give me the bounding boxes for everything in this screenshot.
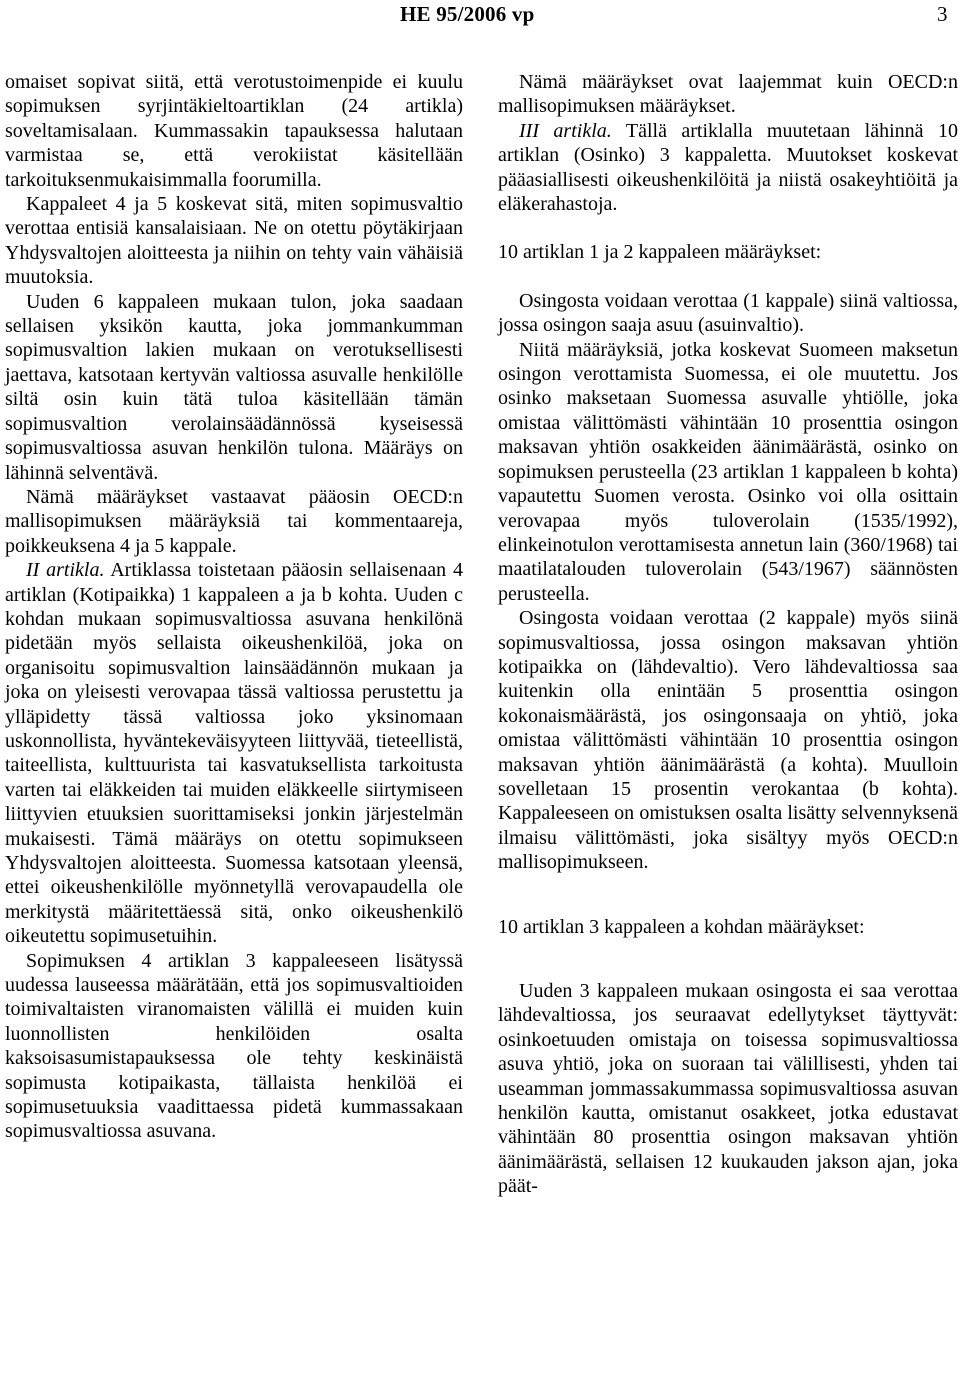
paragraph	[498, 119, 958, 217]
paragraph-text: Tällä artiklalla muutetaan lähinnä 10 artiklan (Osinko) 3 kappaletta. Muutokset koskevat pääasiallisesti oikeushenkilöitä ja niistä osakeyhtiöitä ja eläkerahastoja.	[498, 119, 958, 216]
paragraph: Kappaleet 4 ja 5 koskevat sitä, miten sopimusvaltio verottaa entisiä kansalaisiaan. Ne on otettu pöytäkirjaan Yhdysvaltojen aloitteesta ja niihin on tehty vain vähäisiä muutoksia.	[5, 193, 463, 289]
section-label: II artikla.	[26, 559, 105, 582]
paragraph: Osingosta voidaan verottaa (1 kappale) siinä valtiossa, jossa osingon saaja asuu (asuinvaltio).	[498, 289, 958, 337]
page-header	[0, 0, 960, 40]
section-label: III artikla.	[519, 119, 612, 142]
page-number: 3	[937, 2, 948, 26]
paragraph	[5, 558, 463, 949]
paragraph: omaiset sopivat siitä, että verotustoimenpide ei kuulu sopimuksen syrjintäkieltoartiklan (24 artikla) soveltamisalaan. Kummassakin tapauksessa halutaan varmistaa se, että verokiistat käsitellään tarkoituksenmukaisimmalla foorumilla.	[5, 71, 463, 191]
left-column	[5, 70, 463, 1144]
paragraph: Niitä määräyksiä, jotka koskevat Suomeen maksetun osingon verottamista Suomessa, ei ole muutettu. Jos osinko maksetaan Suomessa asuvalle yhtiölle, joka omistaa välittömästi vähintään 10 prosenttia osingon maksavan yhtiön osakkeiden äänimäärästä, osinko on sopimuksen perusteella (23 artiklan 1 kappaleen b kohta) vapautettu Suomen verosta. Osinko voi olla osittain verovapaa myös tuloverolain (1535/1992), elinkeinotulon verottamisesta annetun lain (360/1968) tai maatilatalouden tuloverolain (543/1967) säännösten perusteella.	[498, 338, 958, 605]
paragraph: Uuden 6 kappaleen mukaan tulon, joka saadaan sellaisen yksikön kautta, joka jommankumman sopimusvaltion lakien mukaan on verotuksellisesti jaettava, katsotaan kertyvän valtiossa asuvalle henkilölle siltä osin kuin tätä tuloa käsitellään tämän sopimusvaltion verolainsäädännössä kyseisessä sopimusvaltiossa asuvan henkilön tulona. Määräys on lähinnä selventävä.	[5, 290, 463, 484]
paragraph: Sopimuksen 4 artiklan 3 kappaleeseen lisätyssä uudessa lauseessa määrätään, että jos sopimusvaltioiden toimivaltaisten viranomaisten välillä ei muiden kuin luonnollisten henkilöiden osalta kaksoisasumistapauksessa ole tehty keskinäistä sopimusta kotipaikasta, tällaista henkilöä ei sopimusetuuksia vaadittaessa pidetä kummassakaan sopimusvaltiossa asuvana.	[5, 949, 463, 1143]
paragraph: Uuden 3 kappaleen mukaan osingosta ei saa verottaa lähdevaltiossa, jos seuraavat edellytykset täyttyvät: osinkoetuuden omistaja on toisessa sopimusvaltiossa asuva yhtiö, joka on suoraan tai välillisesti, yhden tai useamman jommassakummassa sopimusvaltiossa asuvan henkilön kautta, omistanut osakkeet, jotka edustavat vähintään 80 prosenttia osingon maksavan yhtiön äänimäärästä, sellaisen 12 kuukauden jakson ajan, joka päät-	[498, 980, 958, 1198]
subheading: 10 artiklan 1 ja 2 kappaleen määräykset:	[498, 241, 822, 264]
paragraph: Nämä määräykset ovat laajemmat kuin OECD:n mallisopimuksen määräykset.	[498, 71, 958, 118]
paragraph-text: Artiklassa toistetaan pääosin sellaisenaan 4 artiklan (Kotipaikka) 1 kappaleen a ja b kohta. Uuden c kohdan mukaan sopimusvaltiossa asuvana henkilönä pidetään myös sellaista oikeushenkilöä, joka on organisoitu sopimusvaltion lainsäädännön mukaan ja joka on yleisesti verovapaa tässä valtiossa perustettu ja ylläpidetty tässä valtiossa joko yksinomaan uskonnollista, hyväntekeväisyyteen liittyvää, tieteellistä, taiteellista, kulttuurista tai kasvatuksellista tarkoitusta varten tai eläkkeiden tai muiden eläkkeelle siirtymiseen liittyvien etuuksien suorittamiseksi jonkin järjestelmän mukaisesti. Tämä määräys on otettu sopimukseen Yhdysvaltojen aloitteesta. Suomessa katsotaan yleensä, ettei oikeushenkilölle myönnetyllä verovapaudella ole merkitystä määritettäessä sitä, onko oikeushenkilö oikeutettu sopimusetuihin.	[5, 559, 463, 948]
document-id: HE 95/2006 vp	[400, 2, 535, 26]
paragraph: Nämä määräykset vastaavat pääosin OECD:n mallisopimuksen määräyksiä tai kommentaareja, poikkeuksena 4 ja 5 kappale.	[5, 485, 463, 557]
subheading: 10 artiklan 3 kappaleen a kohdan määräykset:	[498, 915, 865, 938]
right-column	[498, 70, 958, 1199]
paragraph: Osingosta voidaan verottaa (2 kappale) myös siinä sopimusvaltiossa, jossa osingon maksavan yhtiön kotipaikka on (lähdevaltio). Vero lähdevaltiossa saa kuitenkin olla enintään 5 prosenttia osingon kokonaismäärästä, jos osingonsaaja on yhtiö, joka omistaa välittömästi vähintään 10 prosenttia osingon maksavan yhtiön äänimäärästä (a kohta). Muulloin sovelletaan 15 prosentin verokantaa (b kohta). Kappaleeseen on omistuksen osalta lisätty selvennyksenä ilmaisu välittömästi, joka sisältyy myös OECD:n mallisopimukseen.	[498, 607, 958, 874]
